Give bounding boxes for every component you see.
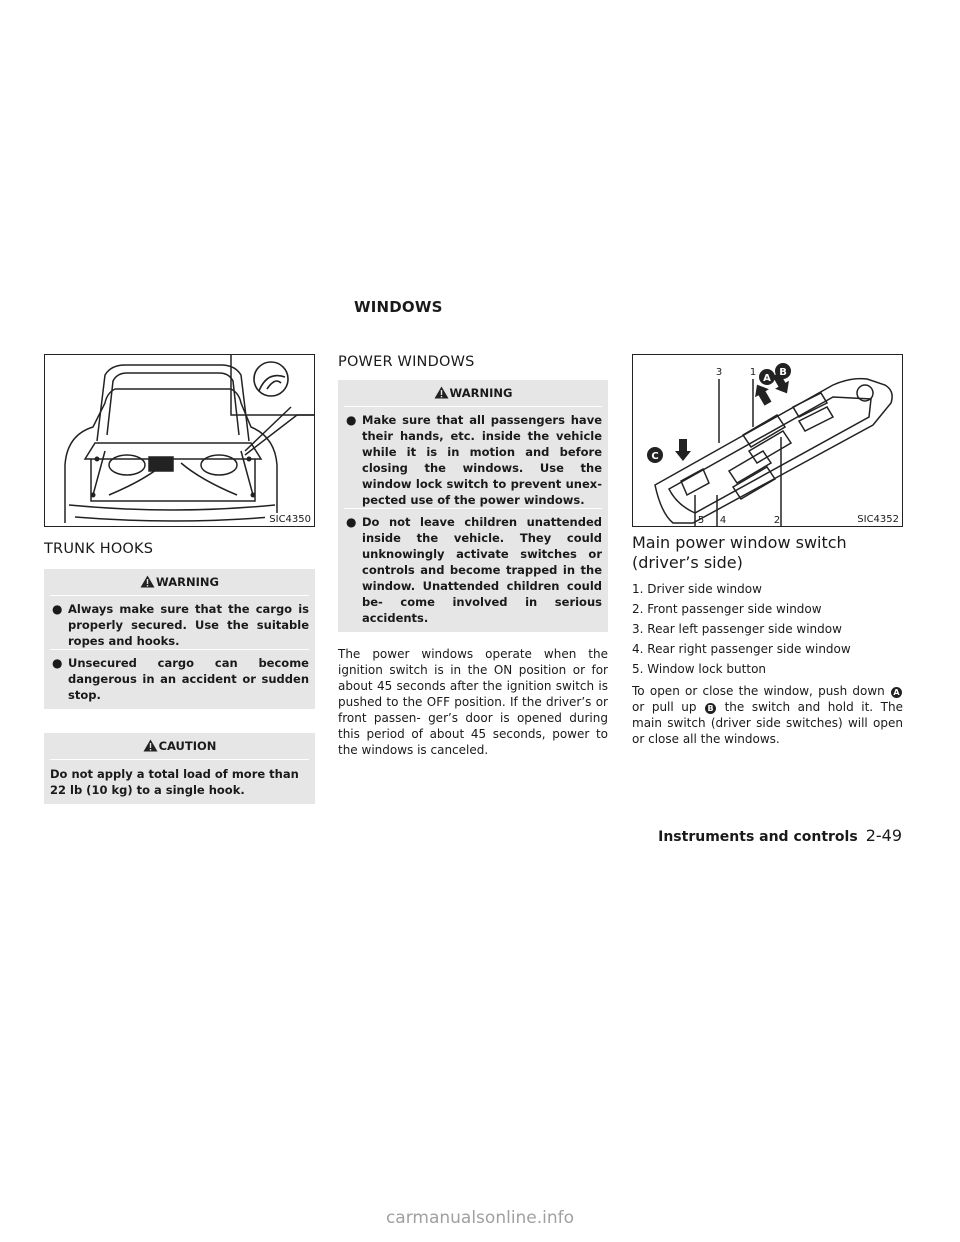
list-item: 1. Driver side window	[632, 582, 762, 596]
label-3: 3	[715, 367, 723, 378]
power-windows-column	[338, 354, 608, 758]
power-windows-heading: POWER WINDOWS	[338, 354, 475, 370]
label-b: B	[779, 367, 787, 378]
figure-code: SIC4350	[265, 513, 314, 526]
label-4: 4	[719, 515, 727, 526]
circled-b-icon: B	[705, 703, 716, 714]
figure-code: SIC4352	[853, 513, 902, 526]
warning-item: ● Do not leave children unattended inside the vehicle. They could unknowingly activate switches or controls and become trapped in the window. Unattended children could be- come involved in serious accidents.	[344, 508, 602, 626]
label-5: 5	[697, 515, 705, 526]
caution-triangle-icon	[143, 739, 158, 755]
list-item: 3. Rear left passenger side window	[632, 622, 842, 636]
label-1: 1	[749, 367, 757, 378]
warning-title: WARNING	[50, 569, 309, 596]
label-a: A	[763, 373, 771, 384]
footer-section: Instruments and controls	[658, 829, 858, 845]
label-c: C	[651, 451, 659, 462]
switch-instructions: To open or close the window, push down A or pull up B the switch and hold it. The main switch (driver side switches) will open or close all the windows.	[632, 684, 903, 746]
list-item: 4. Rear right passenger side window	[632, 642, 851, 656]
list-item: 5. Window lock button	[632, 662, 767, 676]
page-number: 2-49	[865, 826, 902, 845]
trunk-hooks-heading: TRUNK HOOKS	[44, 541, 154, 557]
power-warning-box	[338, 380, 608, 632]
switch-figure	[632, 354, 903, 527]
watermark: carmanualsonline.info	[385, 1208, 575, 1228]
warning-triangle-icon	[140, 575, 155, 591]
circled-a-icon: A	[891, 687, 902, 698]
trunk-column	[44, 354, 315, 804]
main-switch-heading: Main power window switch (driver’s side)	[632, 533, 847, 572]
label-2: 2	[773, 515, 781, 526]
caution-title: CAUTION	[50, 733, 309, 760]
trunk-warning-box	[44, 569, 315, 709]
list-item: 2. Front passenger side window	[632, 602, 822, 616]
warning-item: ● Make sure that all passengers have their hands, etc. inside the vehicle while it is in motion and before closing the windows. Use the window lock switch to prevent unex- pected use of the power windows.	[346, 413, 602, 507]
section-header: WINDOWS	[354, 298, 443, 316]
power-windows-body: The power windows operate when the ignition switch is in the ON position or for about 45 seconds after the ignition switch is pushed to the OFF position. If the driver’s or front passen- ger’s door is opened during this period of about 45 seconds, power to the windows is canceled.	[338, 647, 608, 757]
switch-illustration	[633, 355, 902, 526]
trunk-figure	[44, 354, 315, 527]
trunk-caution-box	[44, 733, 315, 804]
warning-triangle-icon	[434, 386, 449, 402]
warning-item: ● Unsecured cargo can become dangerous in an accident or sudden stop.	[50, 649, 309, 703]
warning-title: WARNING	[344, 380, 602, 407]
page-footer	[658, 826, 902, 845]
trunk-illustration	[45, 355, 314, 526]
warning-item: ● Always make sure that the cargo is properly secured. Use the suitable ropes and hooks.	[52, 602, 309, 648]
main-switch-column	[632, 354, 903, 747]
caution-text: Do not apply a total load of more than 22 lb (10 kg) to a single hook.	[50, 767, 299, 797]
